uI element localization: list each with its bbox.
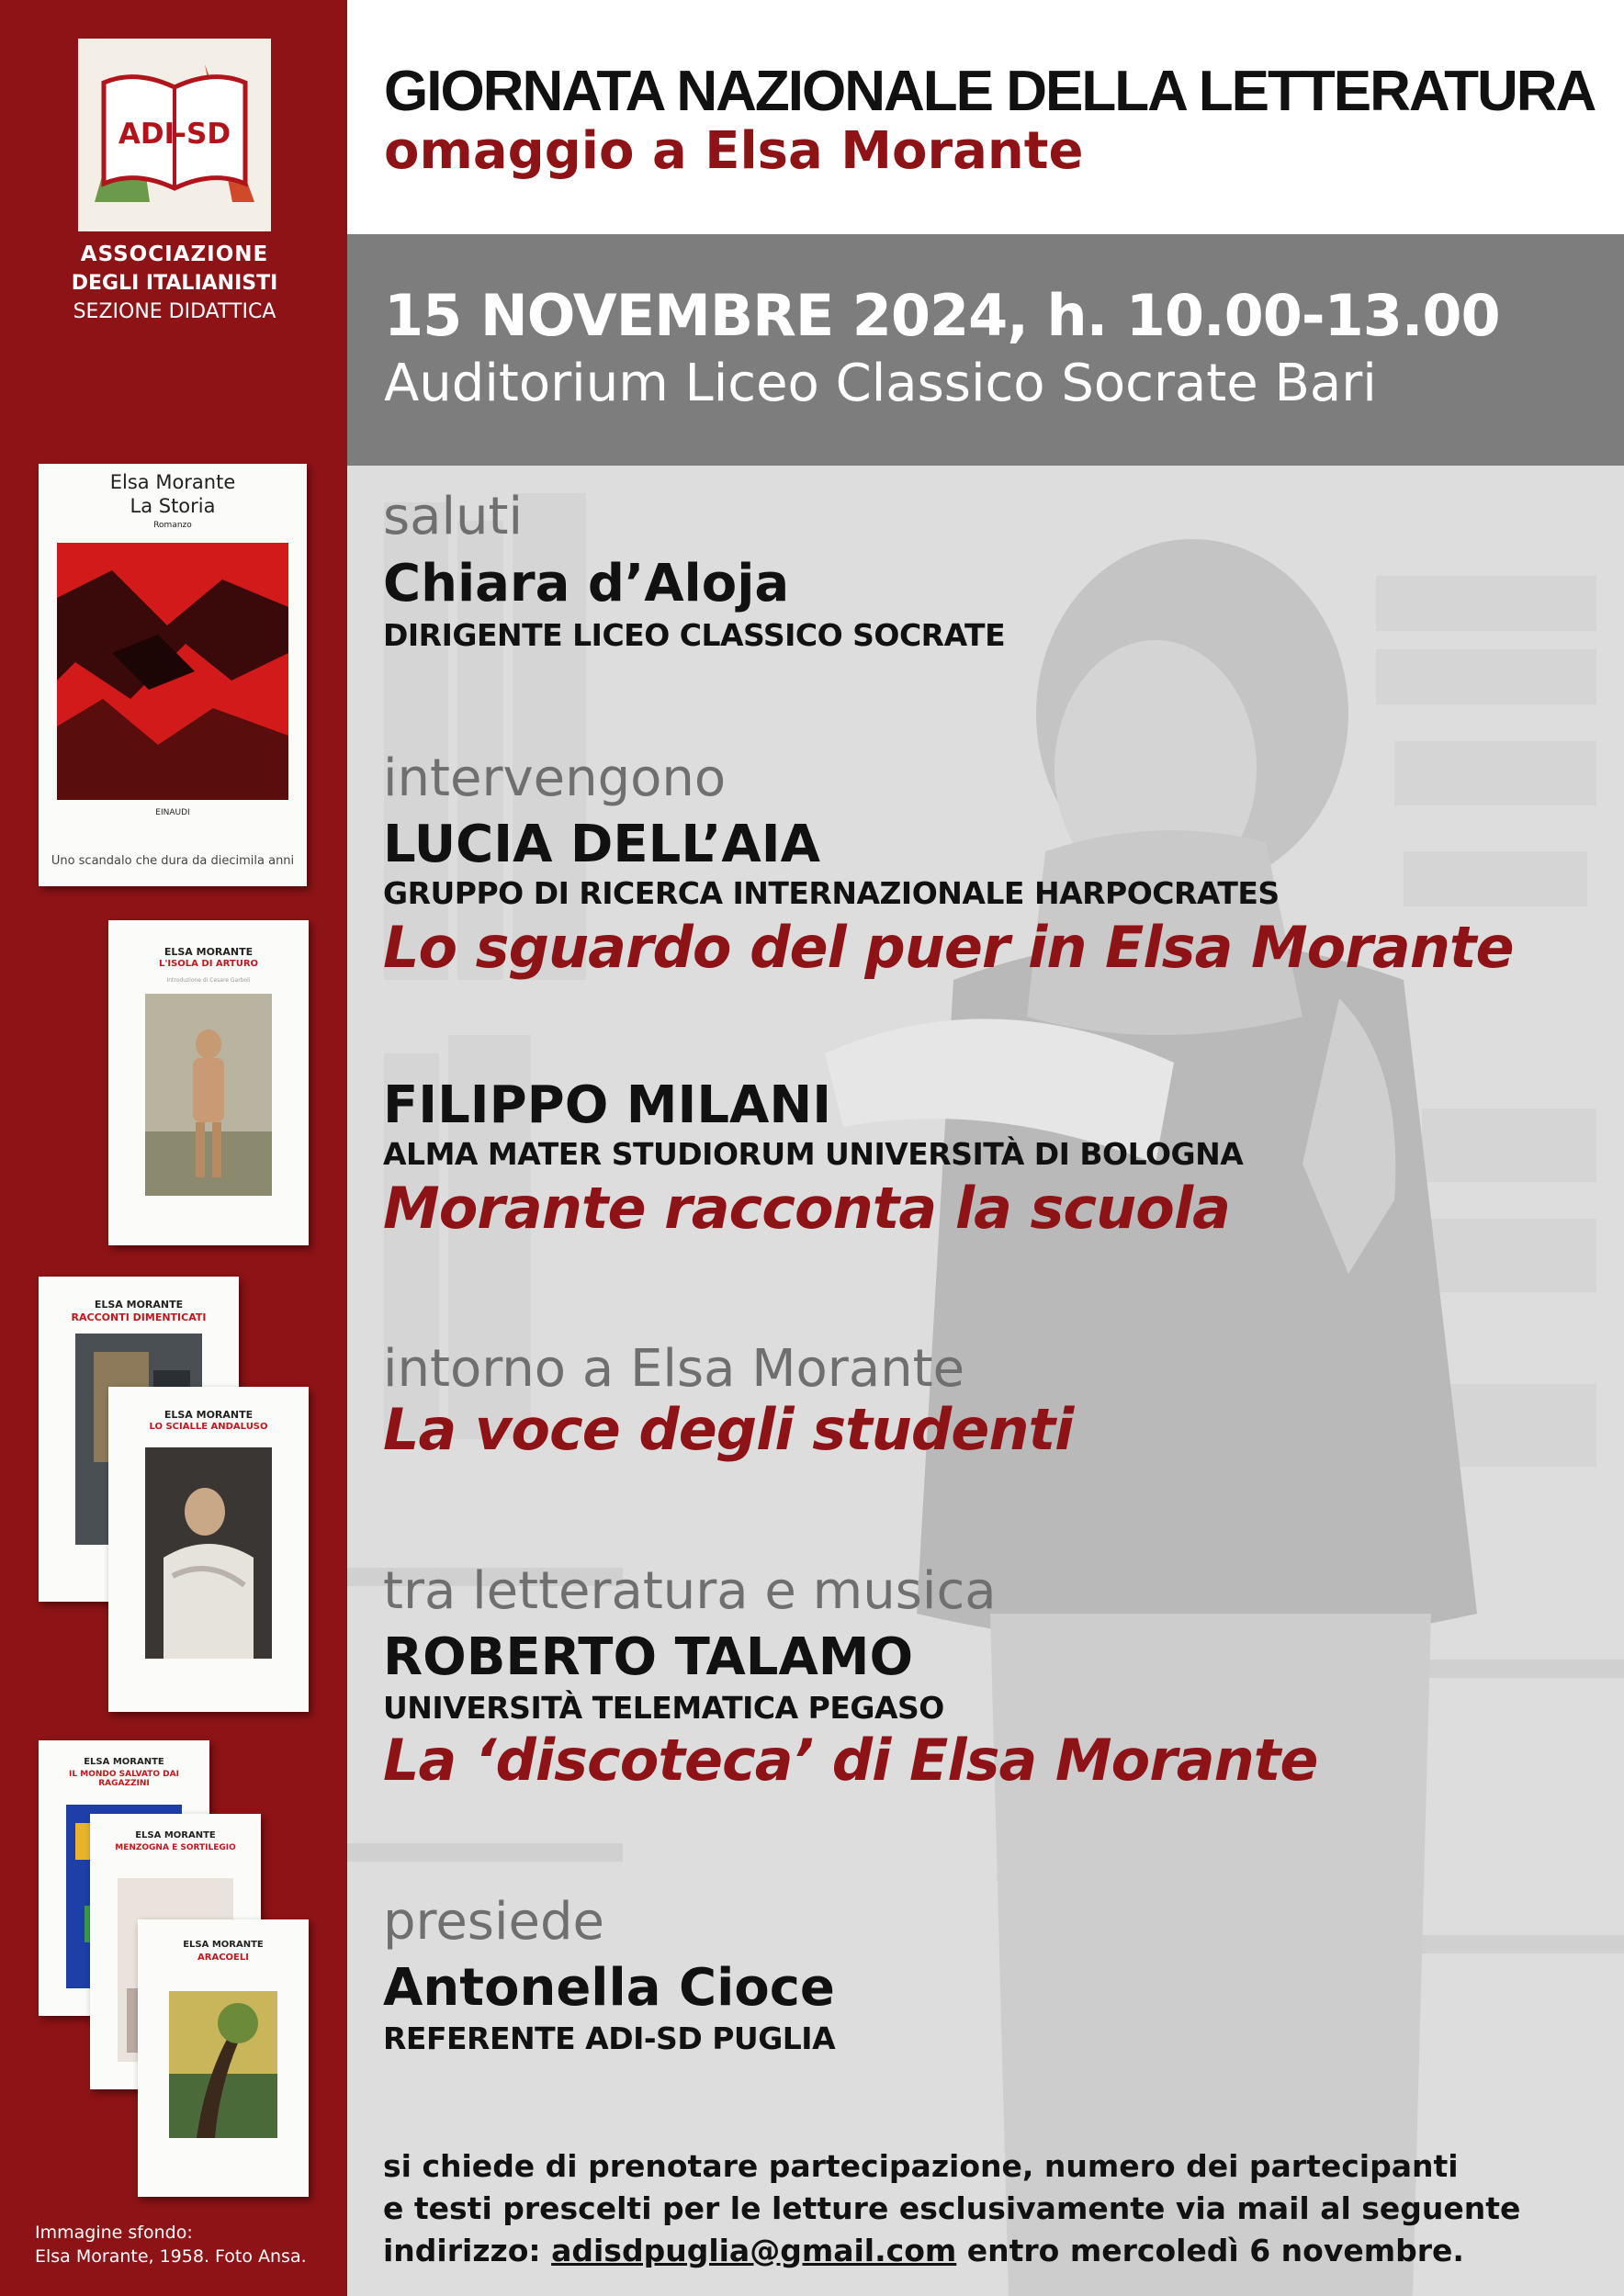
speaker1-talk: Lo sguardo del puer in Elsa Morante (383, 914, 1514, 981)
book-author: ELSA MORANTE (135, 1830, 216, 1840)
book-publisher: EINAUDI (155, 808, 190, 817)
credit-line-1: Immagine sfondo: (35, 2223, 193, 2243)
book-author: ELSA MORANTE (164, 946, 254, 958)
saluti-label: saluti (383, 487, 524, 546)
note-line-2: e testi prescelti per le letture esclusivamente via mail al seguente (383, 2190, 1521, 2226)
header (347, 0, 1624, 234)
date-band (347, 234, 1624, 466)
speaker1-affiliation: GRUPPO DI RICERCA INTERNAZIONALE HARPOCRATES (383, 875, 1280, 911)
book-title: IL MONDO SALVATO DAI RAGAZZINI (69, 1770, 179, 1788)
students-label: intorno a Elsa Morante (383, 1339, 965, 1399)
book-title: ARACOELI (197, 1953, 249, 1963)
saluti-name: Chiara d’Aloja (383, 554, 790, 613)
association-line-2: DEGLI ITALIANISTI (71, 272, 278, 295)
book-title: MENZOGNA E SORTILEGIO (115, 1843, 236, 1852)
registration-note (383, 2145, 1520, 2272)
music-talk: La ‘discoteca’ di Elsa Morante (383, 1727, 1318, 1794)
students-talk: La voce degli studenti (383, 1396, 1074, 1463)
speaker2-talk: Morante racconta la scuola (383, 1175, 1230, 1242)
book-cover-art (145, 994, 272, 1196)
music-label: tra letteratura e musica (383, 1561, 997, 1621)
presiede-name: Antonella Cioce (383, 1958, 835, 2018)
book-cover-art (169, 1991, 277, 2138)
book-cover-la-storia (39, 464, 307, 886)
book-subtitle: Introduzione di Cesare Garboli (166, 977, 251, 984)
event-venue: Auditorium Liceo Classico Socrate Bari (384, 354, 1377, 413)
book-author: Elsa Morante (109, 471, 236, 493)
book-author: ELSA MORANTE (84, 1757, 164, 1767)
event-title: GIORNATA NAZIONALE DELLA LETTERATURA (384, 60, 1596, 123)
book-title: RACCONTI DIMENTICATI (71, 1311, 207, 1323)
event-date: 15 NOVEMBRE 2024, h. 10.00-13.00 (384, 282, 1500, 349)
music-speaker-affiliation: UNIVERSITÀ TELEMATICA PEGASO (383, 1690, 944, 1726)
book-title: L'ISOLA DI ARTURO (158, 959, 259, 969)
intervengono-label: intervengono (383, 748, 727, 808)
book-cover-isola-di-arturo (108, 920, 309, 1245)
book-author: ELSA MORANTE (164, 1409, 254, 1421)
association-line-3: SEZIONE DIDATTICA (73, 300, 276, 323)
presiede-label: presiede (383, 1892, 604, 1952)
speaker2-name: FILIPPO MILANI (383, 1075, 832, 1135)
event-subtitle: omaggio a Elsa Morante (384, 121, 1084, 181)
logo-text: ADI-SD (118, 118, 231, 151)
adi-sd-logo (78, 39, 271, 231)
book-author: ELSA MORANTE (94, 1299, 184, 1311)
book-cover-art (145, 1447, 272, 1659)
book-cover-aracoeli (138, 1919, 309, 2197)
saluti-role: DIRIGENTE LICEO CLASSICO SOCRATE (383, 617, 1006, 653)
speaker1-name: LUCIA DELL’AIA (383, 815, 820, 874)
note-line-1: si chiede di prenotare partecipazione, numero dei partecipanti (383, 2148, 1459, 2184)
book-cover-scialle-andaluso (108, 1387, 309, 1712)
credit-line-2: Elsa Morante, 1958. Foto Ansa. (35, 2246, 307, 2267)
book-cover-art (57, 543, 288, 800)
note-line-3-suffix: entro mercoledì 6 novembre. (956, 2233, 1464, 2268)
image-credit (35, 2221, 307, 2268)
sidebar (0, 0, 347, 2296)
speaker2-affiliation: ALMA MATER STUDIORUM UNIVERSITÀ DI BOLOGNA (383, 1136, 1244, 1172)
email-link[interactable]: adisdpuglia@gmail.com (551, 2233, 957, 2268)
association-line-1: ASSOCIAZIONE (80, 242, 269, 266)
book-author: ELSA MORANTE (183, 1940, 264, 1950)
book-tagline: Uno scandalo che dura da diecimila anni (51, 854, 295, 868)
book-title: La Storia (130, 495, 216, 517)
presiede-role: REFERENTE ADI-SD PUGLIA (383, 2020, 836, 2056)
book-tag: Romanzo (153, 521, 192, 530)
note-line-3-prefix: indirizzo: (383, 2233, 552, 2268)
association-name (37, 241, 312, 326)
music-speaker-name: ROBERTO TALAMO (383, 1627, 914, 1687)
note-line-3 (383, 2230, 1520, 2272)
book-title: LO SCIALLE ANDALUSO (149, 1422, 268, 1432)
